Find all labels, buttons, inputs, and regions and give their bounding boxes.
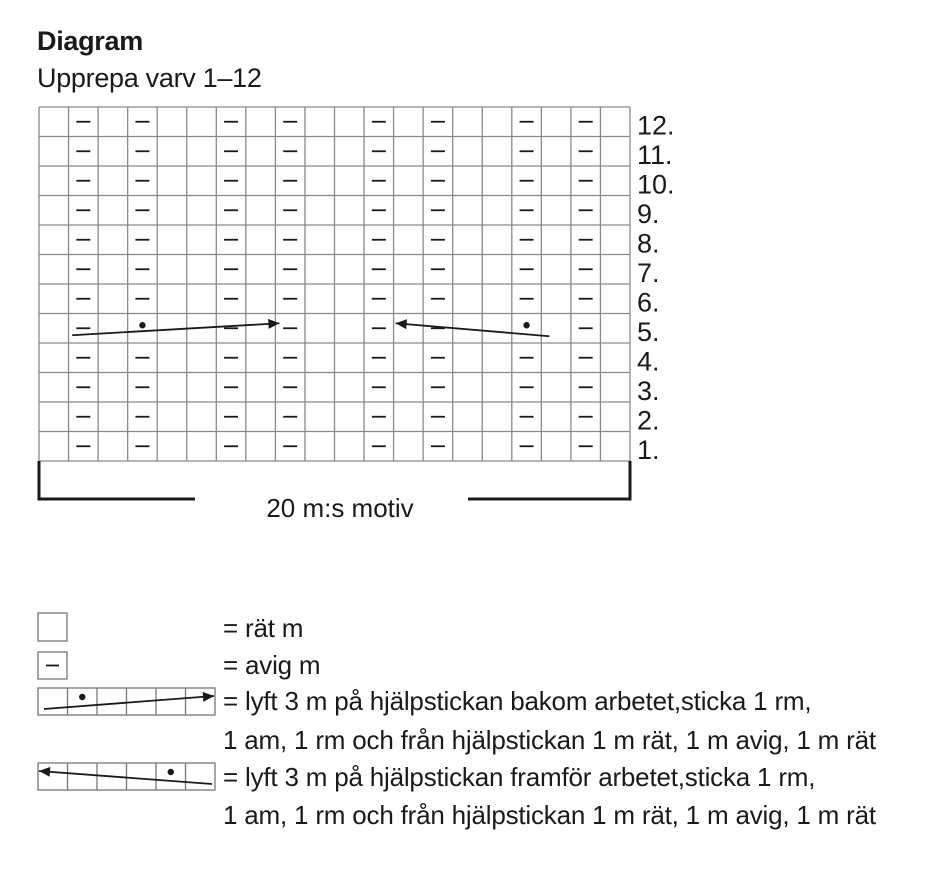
row-label: 11. bbox=[637, 140, 673, 170]
motif-label: 20 m:s motiv bbox=[266, 493, 414, 523]
legend-knit-symbol bbox=[38, 613, 67, 641]
row-label: 9. bbox=[637, 199, 660, 229]
row-label: 3. bbox=[637, 376, 660, 406]
row-label: 6. bbox=[637, 287, 660, 318]
legend-cable-back-symbol bbox=[38, 688, 215, 715]
cable-dot bbox=[523, 322, 529, 328]
cable-arrow-left-head bbox=[396, 319, 407, 329]
row-label: 10. bbox=[637, 169, 675, 200]
row-label: 8. bbox=[637, 228, 660, 259]
row-label: 1. bbox=[637, 435, 660, 465]
diagram-title: Diagram bbox=[37, 26, 143, 56]
motif-bracket bbox=[39, 461, 630, 523]
cable-marks bbox=[72, 319, 549, 336]
row-label: 4. bbox=[637, 346, 660, 377]
row-label: 5. bbox=[637, 317, 660, 347]
row-label: 12. bbox=[637, 110, 675, 141]
legend-purl-text: = avig m bbox=[223, 650, 321, 680]
legend-purl-symbol bbox=[38, 652, 67, 679]
legend-cable-back-text-1: = lyft 3 m på hjälpstickan bakom arbetet,sticka 1 rm, bbox=[223, 686, 812, 716]
cable-arrow-right bbox=[72, 323, 279, 335]
legend-cable-front-text-2: 1 am, 1 rm och från hjälpstickan 1 m rät, 1 m avig, 1 m rät bbox=[223, 800, 876, 830]
row-labels bbox=[637, 111, 675, 466]
legend-cable-dot bbox=[79, 694, 85, 700]
cable-arrow-right-head bbox=[268, 319, 279, 329]
row-label: 7. bbox=[637, 258, 660, 288]
diagram-subtitle: Upprepa varv 1–12 bbox=[37, 63, 262, 93]
legend-cable-front-symbol bbox=[38, 763, 215, 790]
legend-cable-dot bbox=[168, 769, 174, 775]
legend-cable-front-text-1: = lyft 3 m på hjälpstickan framför arbetet,sticka 1 rm, bbox=[223, 762, 816, 792]
legend-knit-text: = rät m bbox=[223, 613, 304, 643]
chart-grid bbox=[39, 107, 630, 461]
legend-cable-back-text-2: 1 am, 1 rm och från hjälpstickan 1 m rät, 1 m avig, 1 m rät bbox=[223, 725, 876, 755]
row-label: 2. bbox=[637, 405, 660, 436]
cable-dot bbox=[139, 322, 145, 328]
